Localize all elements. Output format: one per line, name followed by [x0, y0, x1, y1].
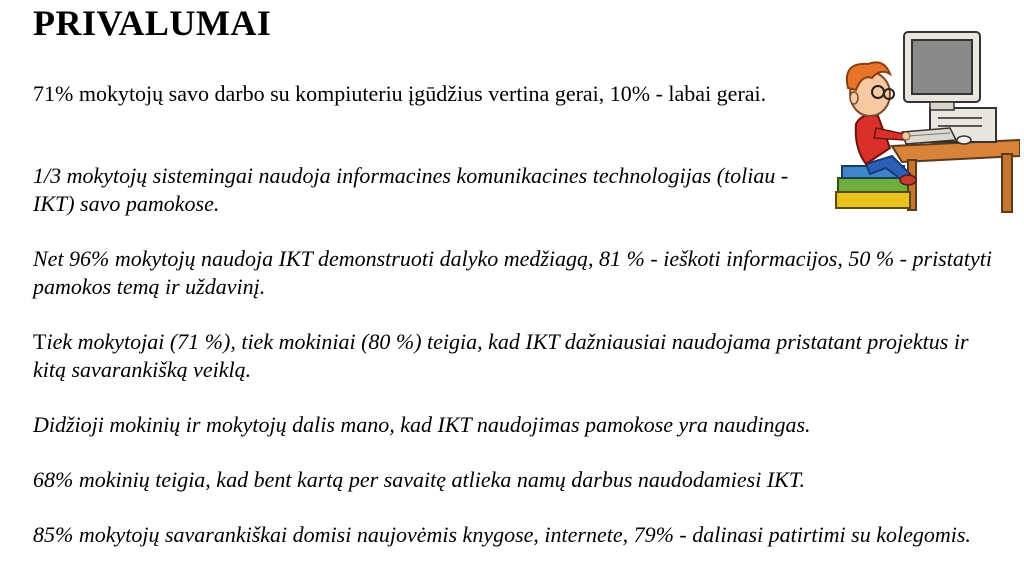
paragraph-first-letter: T: [33, 329, 47, 354]
paragraph-ikt-projects: [33, 328, 993, 384]
paragraph-rest: iek mokytojai (71 %), tiek mokiniai (80 %) teigia, kad IKT dažniausiai naudojama pristatant projektus ir kitą savarankišką veiklą.: [33, 329, 969, 382]
paragraph-ikt-demonstration: Net 96% mokytojų naudoja IKT demonstruoti dalyko medžiagą, 81 % - ieškoti informacijos, 50 % - pristatyti pamokos temą ir uždavinį.: [33, 246, 992, 299]
paragraph-homework-ikt: 68% mokinių teigia, kad bent kartą per savaitę atlieka namų darbus naudodamiesi IKT.: [33, 467, 805, 492]
boy-at-computer-icon: [832, 28, 1020, 214]
paragraph-ikt-systematic-use: 1/3 mokytojų sistemingai naudoja informacines komunikacines technologijas (toliau - IKT) savo pamokose.: [33, 163, 789, 216]
paragraph-computer-skills: 71% mokytojų savo darbo su kompiuteriu įgūdžius vertina gerai, 10% - labai gerai.: [33, 81, 767, 106]
slide-title: PRIVALUMAI: [33, 3, 272, 43]
paragraph-teacher-self-learning: 85% mokytojų savarankiškai domisi naujovėmis knygose, internete, 79% - dalinasi patirtimi su kolegomis.: [33, 522, 971, 547]
paragraph-ikt-useful: Didžioji mokinių ir mokytojų dalis mano, kad IKT naudojimas pamokose yra naudingas.: [33, 412, 811, 437]
